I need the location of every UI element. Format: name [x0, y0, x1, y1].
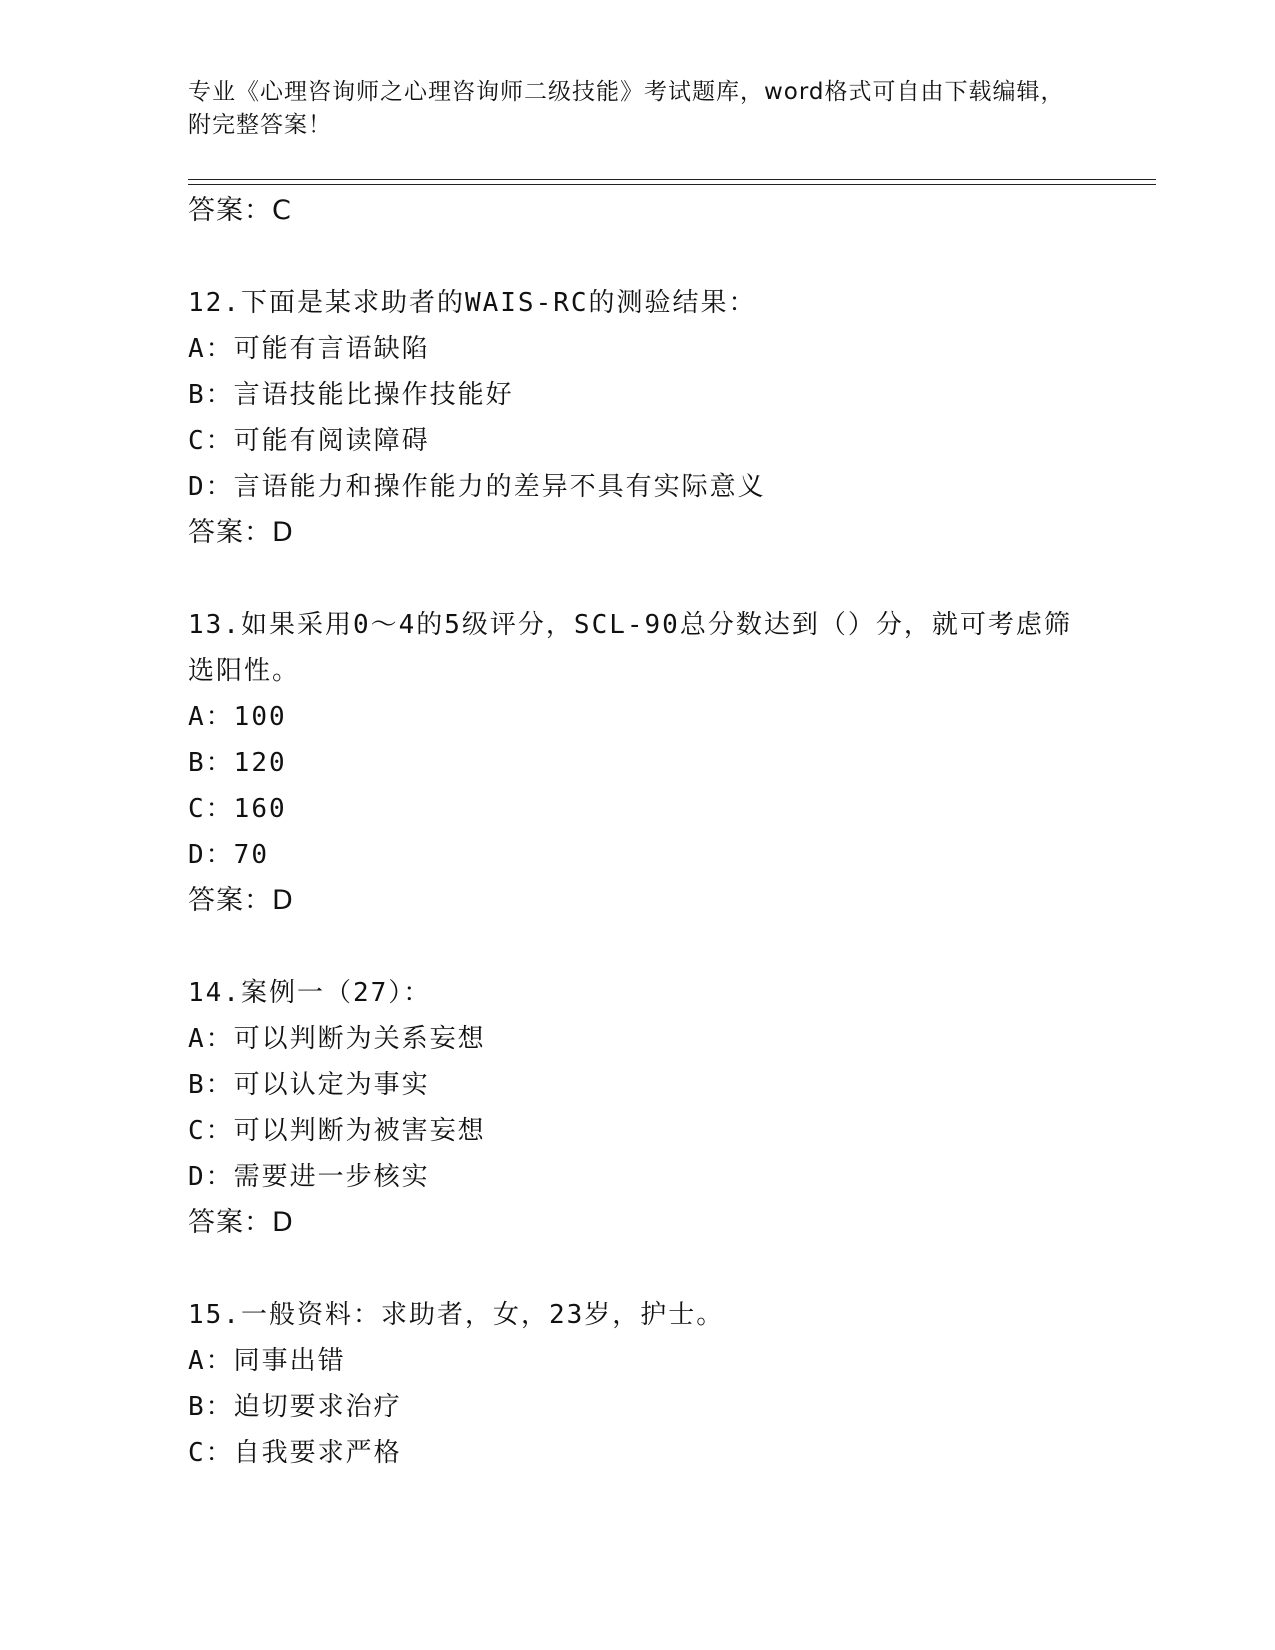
question-stem: 13.如果采用0～4的5级评分，SCL-90总分数达到（）分，就可考虑筛选阳性。: [188, 610, 1072, 686]
option-item: [188, 1108, 1088, 1154]
option-letter: B: [188, 380, 206, 410]
option-separator: ：: [205, 1438, 234, 1468]
option-letter: D: [188, 1162, 206, 1192]
option-item: [188, 464, 1088, 510]
option-letter: B: [188, 1070, 206, 1100]
option-letter: C: [188, 426, 206, 456]
option-text: 可以认定为事实: [233, 1070, 430, 1100]
option-item: [188, 740, 1088, 786]
option-item: [188, 1338, 1088, 1384]
option-separator: ：: [205, 1162, 234, 1192]
option-separator: ：: [205, 1346, 234, 1376]
option-text: 言语能力和操作能力的差异不具有实际意义: [233, 472, 766, 502]
answer-line: 答案：D: [188, 885, 294, 916]
answer-line: 答案：C: [188, 195, 292, 226]
option-text: 160: [233, 794, 287, 824]
option-item: [188, 418, 1088, 464]
option-separator: ：: [205, 334, 234, 364]
header-rule-top: [188, 179, 1156, 180]
option-text: 需要进一步核实: [233, 1162, 430, 1192]
option-item: [188, 326, 1088, 372]
option-text: 120: [233, 748, 287, 778]
option-letter: D: [188, 472, 206, 502]
option-text: 迫切要求治疗: [233, 1392, 402, 1422]
option-separator: ：: [205, 1392, 234, 1422]
option-separator: ：: [205, 426, 234, 456]
question-block: [188, 1292, 1088, 1476]
spacer: [188, 234, 1088, 280]
option-separator: ：: [205, 380, 234, 410]
option-text: 70: [233, 840, 269, 870]
option-letter: B: [188, 748, 206, 778]
option-separator: ：: [205, 702, 234, 732]
option-letter: A: [188, 334, 206, 364]
option-text: 言语技能比操作技能好: [233, 380, 514, 410]
answer-line: 答案：D: [188, 1207, 294, 1238]
spacer: [188, 1246, 1088, 1292]
option-item: [188, 832, 1088, 878]
option-text: 可以判断为关系妄想: [233, 1024, 486, 1054]
option-item: [188, 1016, 1088, 1062]
option-separator: ：: [205, 472, 234, 502]
option-letter: A: [188, 702, 206, 732]
question-list: [188, 188, 1088, 1476]
option-letter: B: [188, 1392, 206, 1422]
option-text: 可能有阅读障碍: [233, 426, 430, 456]
option-separator: ：: [205, 1070, 234, 1100]
header-rule-bottom: [188, 184, 1156, 185]
option-item: [188, 372, 1088, 418]
option-separator: ：: [205, 1116, 234, 1146]
question-stem: 15.一般资料：求助者，女，23岁，护士。: [188, 1300, 725, 1330]
document-header: 专业《心理咨询师之心理咨询师二级技能》考试题库，word格式可自由下载编辑，附完整答案！: [188, 79, 1065, 138]
spacer: [188, 924, 1088, 970]
answer-line: 答案：D: [188, 517, 294, 548]
option-separator: ：: [205, 748, 234, 778]
question-block: [188, 602, 1088, 924]
option-item: [188, 1430, 1088, 1476]
option-item: [188, 1154, 1088, 1200]
option-item: [188, 1384, 1088, 1430]
option-letter: C: [188, 1438, 206, 1468]
option-letter: C: [188, 1116, 206, 1146]
option-letter: A: [188, 1346, 206, 1376]
question-block: [188, 280, 1088, 556]
option-letter: A: [188, 1024, 206, 1054]
option-letter: C: [188, 794, 206, 824]
option-text: 100: [233, 702, 287, 732]
option-letter: D: [188, 840, 206, 870]
option-separator: ：: [205, 794, 234, 824]
option-text: 可能有言语缺陷: [233, 334, 430, 364]
option-item: [188, 786, 1088, 832]
option-text: 可以判断为被害妄想: [233, 1116, 486, 1146]
option-separator: ：: [205, 840, 234, 870]
question-stem: 12.下面是某求助者的WAIS-RC的测验结果：: [188, 288, 757, 318]
question-block: [188, 970, 1088, 1246]
spacer: [188, 556, 1088, 602]
option-text: 自我要求严格: [233, 1438, 402, 1468]
question-stem: 14.案例一（27）：: [188, 978, 432, 1008]
option-separator: ：: [205, 1024, 234, 1054]
option-item: [188, 694, 1088, 740]
option-item: [188, 1062, 1088, 1108]
option-text: 同事出错: [233, 1346, 346, 1376]
